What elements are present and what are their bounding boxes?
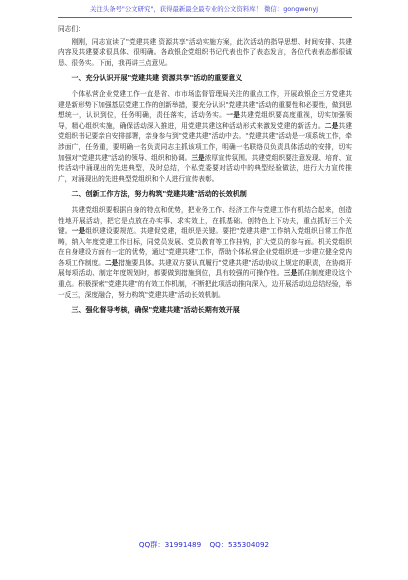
qq-group-text: QQ群：31991489: [138, 540, 202, 549]
ordinal-keyword: 二是: [324, 121, 339, 130]
ordinal-keyword: 一是: [226, 111, 241, 120]
section-paragraph: 共建党组织要根据自身的特点和优势，把业务工作、经济工作与党建工作有机结合起来，创造性地开展活动，把它是点放在办实事、求实效上，在抓基础、创特色上下功夫，重点抓好三个关键。一是组织建设要规范。共建促党建，组织是关键。要把"党建共建"工作纳入党组织日常工作范畴，纳入年度党建工作目标，同党员发展、党员教育等工作挂钩，扩大党员的参与面。机关党组织在自身建设方面有一定的优势，通过"党建共建"工作，帮助个体私营企业党组织进一步建立健全党内各项工作制度。二是措施要具体。共建双方要认真履行"党建共建"活动协议上规定的职责，在协商开展每项活动、制定年度规划时，都要做到措施到位，具有较强的可操作性。三是抓住制度建设这个重点。积极探索"党建共建"的有效工作机制，不断把此项活动推向深入，边开展活动边总结经验，举一反三，深度融合，努力构筑"党建共建"活动长效机制。: [58, 205, 353, 299]
footer-contact: [0, 540, 408, 550]
header-banner: 关注头条号"公文研究"，获得最新最全最专业的公文资料库！ 微信：gongwenyj: [89, 5, 319, 13]
document-body: [58, 24, 352, 321]
section-heading: 二、创新工作方法，努力构筑"党建共建"活动的长效机制: [71, 190, 247, 199]
section-heading: 三、强化督导考核，确保"党建共建"活动长期有效开展: [71, 306, 240, 315]
ordinal-keyword: 二是: [104, 258, 119, 267]
qq-number-text: QQ：535304092: [209, 540, 270, 549]
header-divider: [58, 17, 352, 18]
sections-container: [58, 73, 352, 315]
ordinal-keyword: 三是: [191, 153, 205, 162]
section-heading: 一、充分认识开展"党建共建 资源共享"活动的重要意义: [71, 74, 243, 83]
ordinal-keyword: 三是: [283, 269, 298, 278]
section-paragraph: 个体私营企业党建工作一直是省、市市场监督管理局关注的重点工作，开展政银企三方党建共建是新形势下加强基层党建工作的创新举措，要充分认识"党建共建"活动的重要性和必要性，做到思想统一，认识到位，任务明确，责任落实，活动务实。一是共建党组织要高度重视，切实加强领导，精心组织实施，确保活动深入推进，用党建共建这种活动形式来激发党建的新活力。二是共建党组织书记要亲自安排部署，亲身参与到"党建共建"活动中去。"党建共建"活动是一项系统工作，牵涉面广，任务重，要明确一名负责同志主抓该项工作，明确一名联络员负责具体活动的安排，切实加强对"党建共建"活动的领导、组织和协调。三是浓厚宣传氛围。共建党组织要注意发现、培育、宣传活动中涌现出的先进典型，及时总结，个私党委要对活动中的典型经验做法，进行大力宣传推广，对涌现出的先进典型党组织和个人进行宣传表彰。: [58, 89, 353, 183]
intro-paragraph: 刚刚，同志宣读了"党建共建 资源共享"活动实施方案，此次活动的指导思想、时间安排、共建内容及共建要求很具体、很明确。各政银企党组织书记代表也作了表态发言，各位代表表态都很诚恳、很务实。下面，我再讲三点意见。: [58, 37, 352, 67]
ordinal-keyword: 一是: [71, 227, 86, 236]
salutation: 同志们：: [58, 25, 85, 33]
